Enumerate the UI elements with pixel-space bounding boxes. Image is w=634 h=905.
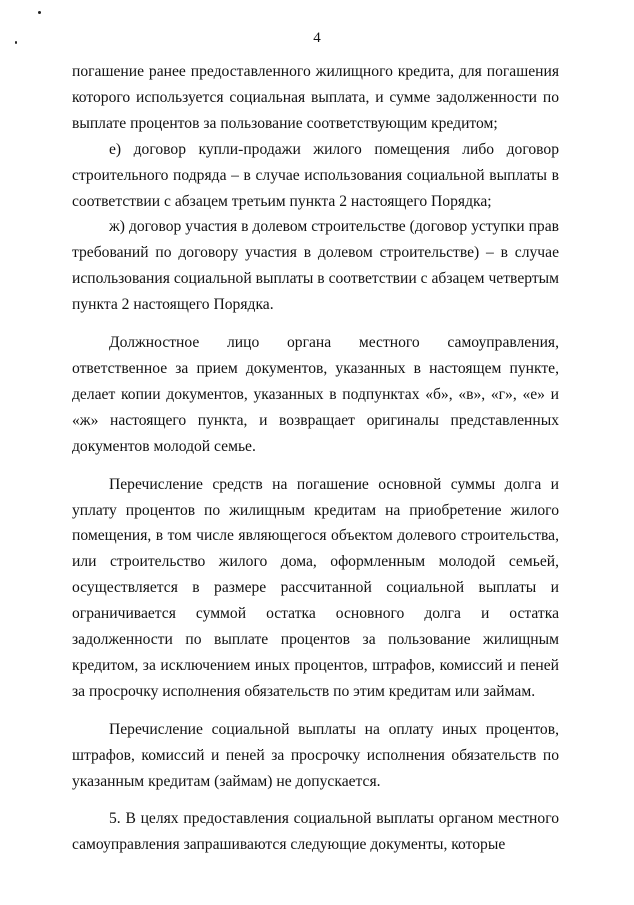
paragraph-payment-restriction: Перечисление социальной выплаты на оплату иных процентов, штрафов, комиссий и пеней за просрочку исполнения обязательств по указанным кредитам (займам) не допускается.	[72, 720, 559, 790]
body-text	[72, 59, 559, 858]
paragraph-item-5: 5. В целях предоставления социальной выплаты органом местного самоуправления запрашиваются следующие документы, которые	[72, 810, 559, 854]
paragraph-continuation: погашение ранее предоставленного жилищного кредита, для погашения которого используется социальная выплата, и сумме задолженности по выплате процентов за пользование соответствующим кредитом;	[72, 63, 559, 132]
paragraph-transfer-of-funds: Перечисление средств на погашение основной суммы долга и уплату процентов по жилищным кредитам на приобретение жилого помещения, в том числе являющегося объектом долевого строительства, или строительство жилого дома, оформленным молодой семьей, осуществляется в размере рассчитанной социальной выплаты и ограничивается суммой остатка основного долга и остатка задолженности по выплате процентов за пользование жилищным кредитом, за исключением иных процентов, штрафов, комиссий и пеней за просрочку исполнения обязательств по этим кредитам или займам.	[72, 475, 559, 700]
paragraph-official-duties: Должностное лицо органа местного самоуправления, ответственное за прием документов, указанных в настоящем пункте, делает копии документов, указанных в подпунктах «б», «в», «г», «е» и «ж» настоящего пункта, и возвращает оригиналы представленных документов молодой семье.	[72, 334, 559, 455]
page-number: 4	[313, 30, 321, 46]
paragraph-item-e: е) договор купли-продажи жилого помещения либо договор строительного подряда – в случае использования социальной выплаты в соответствии с абзацем третьим пункта 2 настоящего Порядка;	[72, 140, 559, 210]
paragraph-item-zh: ж) договор участия в долевом строительстве (договор уступки прав требований по договору участия в долевом строительстве) – в случае использования социальной выплаты в соответствии с абзацем четвертым пункта 2 настоящего Порядка.	[72, 218, 559, 314]
scan-speck	[38, 11, 41, 14]
